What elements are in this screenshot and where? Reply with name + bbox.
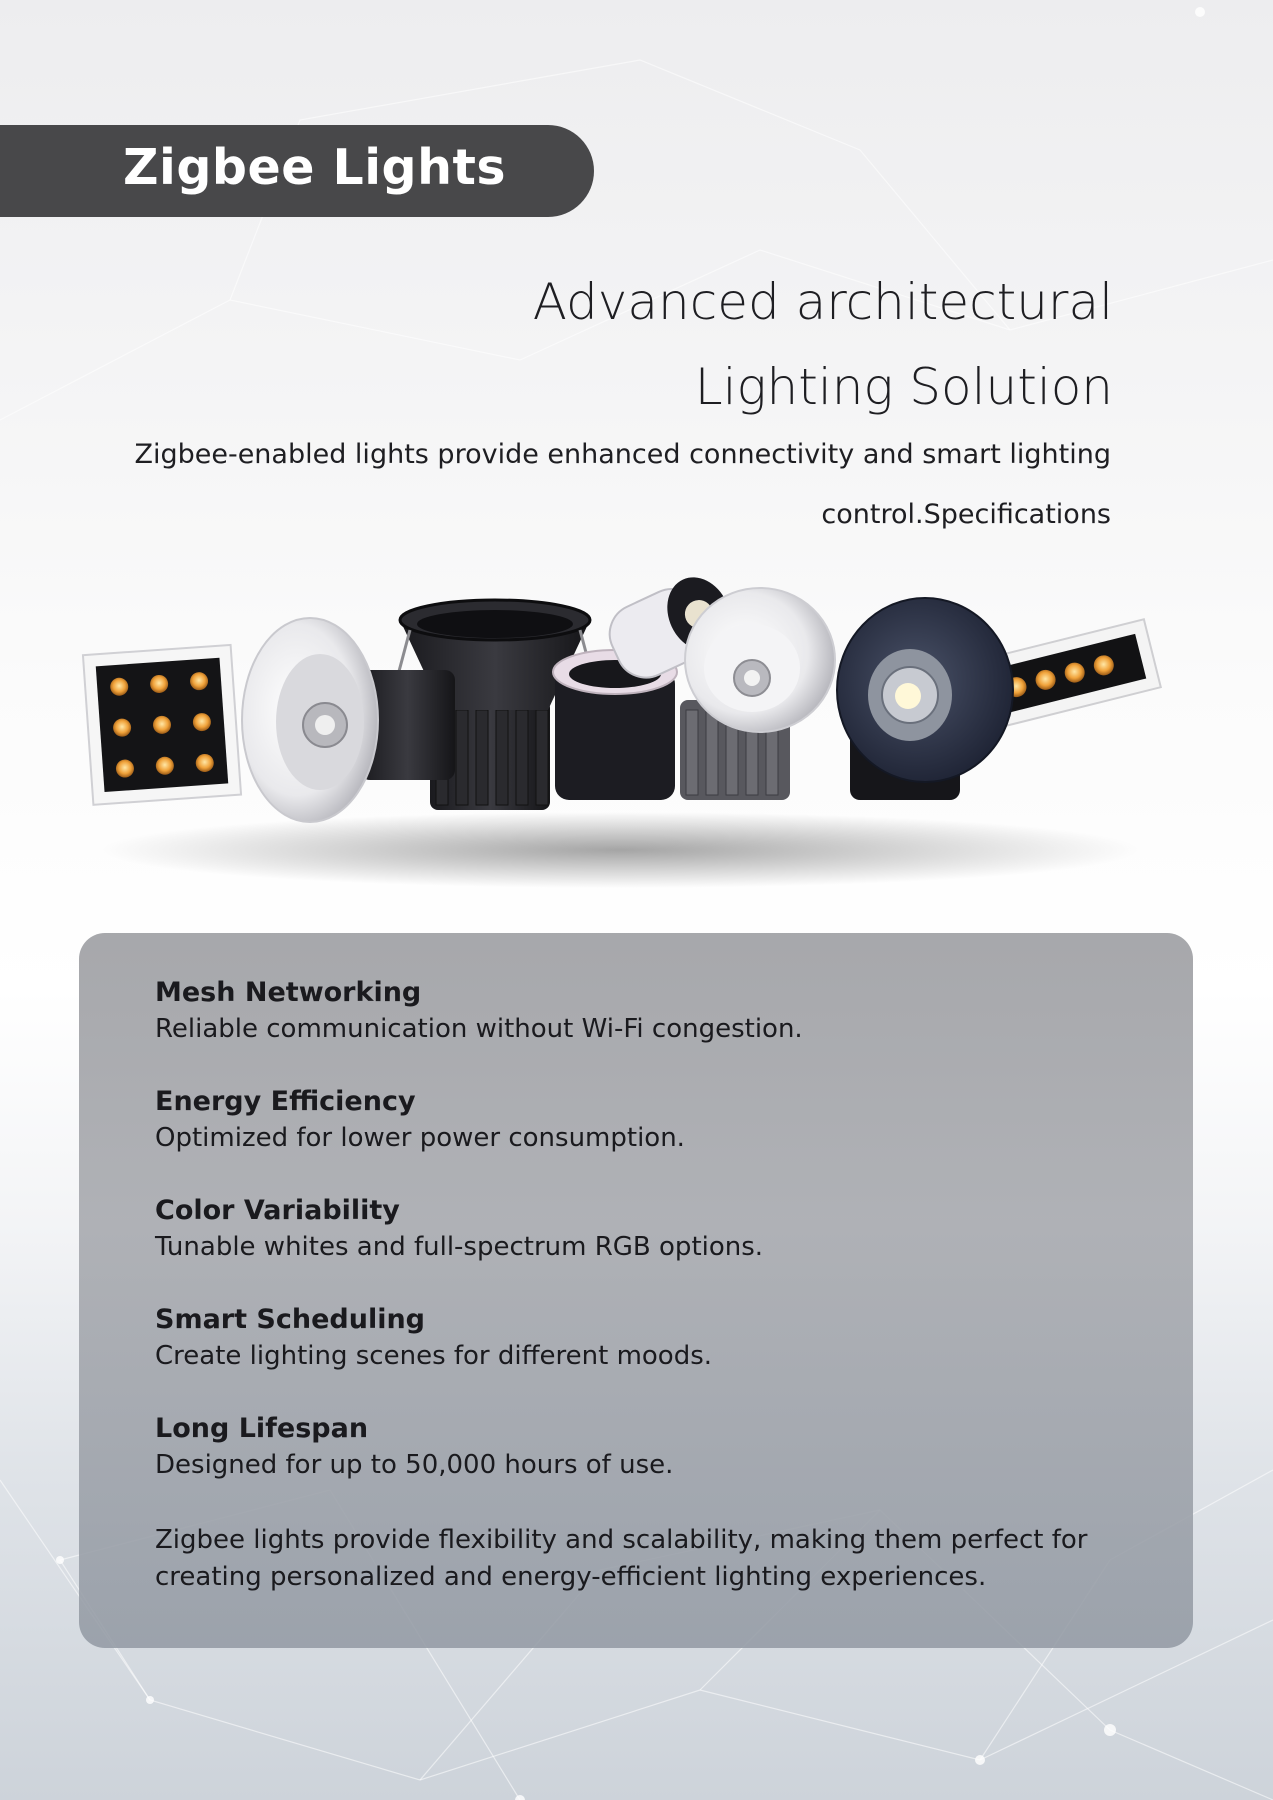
feature-item — [155, 1193, 1155, 1266]
feature-description: Tunable whites and full-spectrum RGB options. — [155, 1232, 764, 1262]
headline-line-1: Advanced architectural — [532, 273, 1113, 331]
feature-description: Create lighting scenes for different moods. — [155, 1341, 713, 1371]
feature-title: Color Variability — [155, 1195, 400, 1226]
intro-line-2: control.Specifications — [821, 499, 1111, 530]
intro-text — [111, 425, 1111, 545]
feature-title: Energy Efficiency — [155, 1086, 416, 1117]
headline-line-2: Lighting Solution — [694, 358, 1113, 416]
feature-item — [155, 1302, 1155, 1375]
intro-line-1: Zigbee-enabled lights provide enhanced connectivity and smart lighting — [134, 439, 1111, 470]
feature-description: Optimized for lower power consumption. — [155, 1123, 685, 1153]
title-banner — [0, 125, 594, 217]
closing-line-2: creating personalized and energy-efficient lighting experiences. — [155, 1562, 987, 1592]
feature-title: Smart Scheduling — [155, 1304, 426, 1335]
feature-title: Mesh Networking — [155, 977, 422, 1008]
headline — [213, 260, 1113, 430]
navy-round-downlight — [837, 598, 1013, 800]
features-panel — [79, 933, 1193, 1648]
product-lineup-image — [80, 560, 1190, 890]
feature-description: Reliable communication without Wi-Fi congestion. — [155, 1014, 803, 1044]
feature-description: Designed for up to 50,000 hours of use. — [155, 1450, 674, 1480]
closing-paragraph — [155, 1522, 1155, 1596]
closing-line-1: Zigbee lights provide flexibility and scalability, making them perfect for — [155, 1525, 1088, 1555]
features-list — [155, 975, 1155, 1596]
grid-light — [83, 645, 241, 805]
feature-item — [155, 975, 1155, 1048]
feature-title: Long Lifespan — [155, 1413, 369, 1444]
page-title: Zigbee Lights — [123, 139, 507, 196]
feature-item — [155, 1084, 1155, 1157]
white-deep-downlight — [680, 588, 835, 800]
feature-item — [155, 1411, 1155, 1484]
